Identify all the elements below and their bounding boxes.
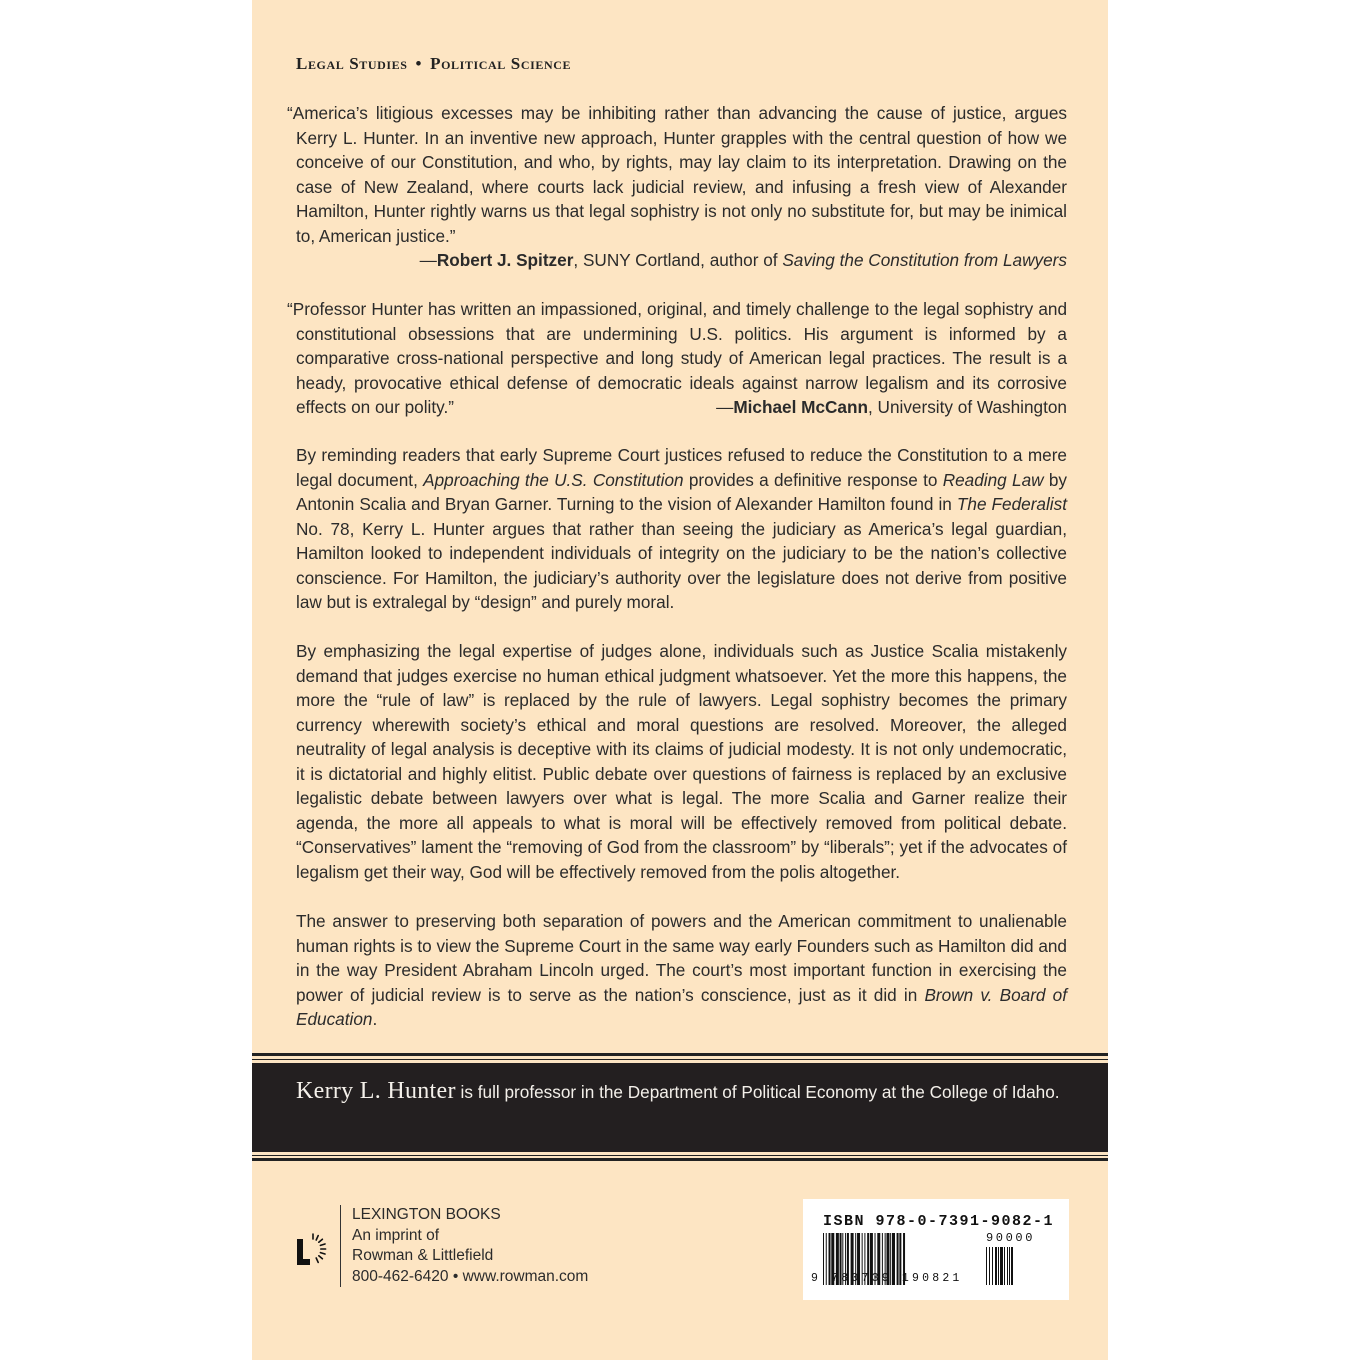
endorsement-spitzer-text: “America’s litigious excesses may be inhibiting rather than advancing the cause of justice, argues Kerry L. Hunter. In an inventive new approach, Hunter grapples with the central question of how we conceive of our Constitution, and who, by rights, may lay claim to its interpretation. Drawing on the case of New Zealand, where courts lack judicial review, and infusing a fresh view of Alexander Hamilton, Hunter rightly warns us that legal sophistry is not only no substitute for, but may be inimical to, American justice.”: [287, 103, 1067, 246]
category-separator: •: [415, 54, 423, 73]
publisher-divider: [340, 1205, 341, 1287]
lexington-books-logo-icon: [296, 1233, 328, 1269]
endorsement-mccann: [287, 297, 1067, 420]
isbn-number: ISBN 978-0-7391-9082-1: [823, 1213, 1055, 1230]
case-title: Brown v. Board of Education: [296, 984, 1067, 1029]
barcode-bar: [1007, 1247, 1008, 1285]
divider-rule: [252, 1155, 1108, 1156]
barcode-bar: [1000, 1247, 1003, 1285]
description-paragraph-2: By emphasizing the legal expertise of judges alone, individuals such as Justice Scalia mistakenly demand that judges exercise no human ethical judgment whatsoever. Yet the more this happens, the more the “rule of law” is replaced by the rule of lawyers. Legal sophistry becomes the primary currency wherewith society’s ethical and moral questions are resolved. Moreover, the alleged neutrality of legal analysis is deceptive with its claims of judicial modesty. It is not only undemocratic, it is dictatorial and highly elitist. Public debate over questions of fairness is replaced by an exclusive legalistic debate between lawyers over what is legal. The more Scalia and Garner realize their agenda, the more all appeals to what is moral will be effectively removed from political debate. “Conservatives” lament the “removing of God from the classroom” by “liberals”; yet if the advocates of legalism get their way, God will be effectively removed from the polis altogether.: [296, 641, 1067, 882]
publisher-name: LEXINGTON BOOKS: [352, 1206, 501, 1223]
endorsement-mccann-attribution: —Michael McCann, University of Washington: [716, 397, 1067, 417]
ean-digits: 9 780739 190821: [811, 1272, 963, 1285]
barcode-bar: [1011, 1247, 1013, 1285]
barcode-bar: [992, 1247, 993, 1285]
category-political-science: Political Science: [430, 54, 572, 73]
reference-title: The Federalist: [956, 494, 1067, 514]
divider-rule: [252, 1053, 1108, 1056]
author-bio-text: is full professor in the Department of Political Economy at the College of Idaho.: [455, 1082, 1060, 1102]
barcode-bar: [986, 1247, 987, 1285]
publisher-phone: 800-462-6420: [352, 1267, 449, 1285]
description-paragraph-3: The answer to preserving both separation of powers and the American commitment to unalienable human rights is to view the Supreme Court in the same way early Founders such as Hamilton did and in the way President Abraham Lincoln urged. The court’s most important function in exercising the power of judicial review is to serve as the nation’s conscience, just as it did in Brown v. Board of Education.: [296, 911, 1067, 1029]
endorser-name: Michael McCann: [733, 397, 868, 417]
divider-rule: [252, 1158, 1108, 1161]
endorsement-spitzer-attribution: —Robert J. Spitzer, SUNY Cortland, author of Saving the Constitution from Lawyers: [419, 250, 1067, 270]
publisher-url: www.rowman.com: [462, 1267, 589, 1285]
divider-rule: [252, 1059, 1108, 1060]
publisher-parent: Rowman & Littlefield: [352, 1247, 494, 1265]
author-bio: [296, 1079, 1067, 1105]
addon-barcode-bars: [986, 1247, 1056, 1285]
barcode-bar: [1009, 1247, 1010, 1285]
author-bio-band: [252, 1063, 1108, 1152]
publisher-info: [352, 1205, 612, 1287]
description-paragraph-1: By reminding readers that early Supreme Court justices refused to reduce the Constitution to a mere legal document, Approaching the U.S. Constitution provides a definitive response to Reading Law by Antonin Scalia and Bryan Garner. Turning to the vision of Alexander Hamilton found in The Federalist No. 78, Kerry L. Hunter argues that rather than seeing the judiciary as America’s legal guardian, Hamilton looked to independent individuals of integrity on the judiciary to be the nation’s collective conscience. For Hamilton, the judiciary’s authority over the legislature does not derive from positive law but is extralegal by “design” and purely moral.: [296, 445, 1067, 612]
endorser-name: Robert J. Spitzer: [436, 250, 574, 270]
category-label: [296, 54, 571, 74]
isbn-barcode: [803, 1199, 1069, 1300]
barcode-bar: [989, 1247, 990, 1285]
publisher-imprint-label: An imprint of: [352, 1226, 440, 1244]
author-name: Kerry L. Hunter: [296, 1078, 456, 1104]
category-legal-studies: Legal Studies: [296, 54, 408, 73]
barcode-bar: [1004, 1247, 1005, 1285]
publisher-contact: 800-462-6420 • www.rowman.com: [352, 1267, 589, 1285]
endorser-book-title: Saving the Constitution from Lawyers: [782, 250, 1067, 270]
reference-title: Reading Law: [942, 469, 1044, 490]
barcode-bar: [998, 1247, 999, 1285]
price-code: 90000: [986, 1231, 1036, 1245]
book-title: Approaching the U.S. Constitution: [423, 469, 684, 490]
back-cover: [252, 0, 1108, 1360]
endorsement-spitzer: [287, 101, 1067, 273]
endorsement-mccann-text: “Professor Hunter has written an impassioned, original, and timely challenge to the legal sophistry and constitutional obsessions that are undermining U.S. politics. His argument is informed by a comparative cross-national perspective and long study of American legal practices. The result is a heady, provocative ethical defense of democratic ideals against narrow legalism and its corrosive effects on our polity.” —Michael McCann, University of Washington: [296, 297, 1067, 420]
barcode-bar: [995, 1247, 997, 1285]
